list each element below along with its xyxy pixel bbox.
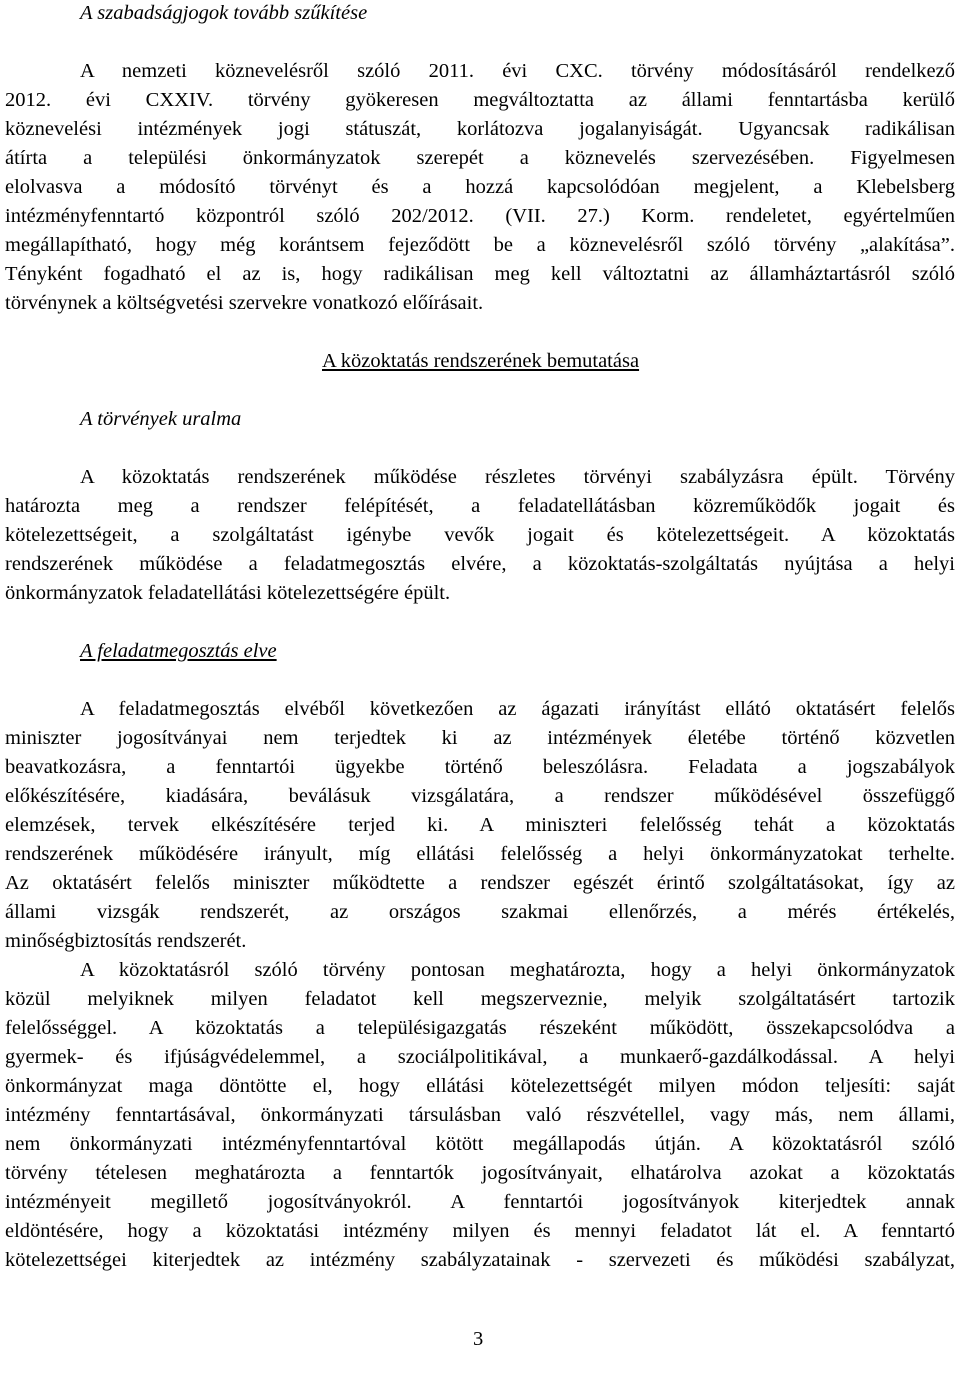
text-line: miniszter jogosítványai nem terjedtek ki az intézmények életébe történő közvetlen: [5, 727, 955, 749]
text-line: elemzések, tervek elkészítésére terjed ki. A miniszteri felelősség tehát a közoktatás: [5, 814, 955, 836]
text-line: közül melyiknek milyen feladatot kell megszerveznie, melyik szolgáltatásért tartozik: [5, 988, 955, 1010]
section-heading: A szabadságjogok tovább szűkítése: [80, 2, 368, 24]
text-line: eldöntésére, hogy a közoktatási intézmény milyen és mennyi feladatot lát el. A fenntartó: [5, 1220, 955, 1242]
text-line: önkormányzatok feladatellátási kötelezettségére épült.: [5, 582, 451, 604]
text-line: megállapítható, hogy még korántsem fejeződött be a köznevelésről szóló törvény „alakítása”.: [5, 234, 955, 256]
text-line: gyermek- és ifjúságvédelemmel, a szociálpolitikával, a munkaerő-gazdálkodással. A helyi: [5, 1046, 955, 1068]
text-line: önkormányzat maga döntötte el, hogy ellátási kötelezettségét milyen módon teljesíti: saját: [5, 1075, 955, 1097]
text-line: A közoktatás rendszerének működése részletes törvényi szabályzásra épült. Törvény: [80, 466, 955, 488]
text-line: A nemzeti köznevelésről szóló 2011. évi CXC. törvény módosításáról rendelkező: [80, 60, 955, 82]
text-line: A közoktatásról szóló törvény pontosan meghatározta, hogy a helyi önkormányzatok: [80, 959, 955, 981]
text-line: határozta meg a rendszer felépítését, a feladatellátásban közreműködők jogait és: [5, 495, 955, 517]
text-line: intézményeit megillető jogosítványokról. A fenntartói jogosítványok kiterjedtek annak: [5, 1191, 955, 1213]
text-line: 2012. évi CXXIV. törvény gyökeresen megváltoztatta az állami fenntartásba kerülő: [5, 89, 955, 111]
text-line: kötelezettségeit, a szolgáltatást igénybe vevők jogait és kötelezettségeit. A közoktatás: [5, 524, 955, 546]
section-heading: A feladatmegosztás elve: [80, 640, 277, 662]
text-line: beavatkozásra, a fenntartói ügyekbe történő beleszólásra. Feladata a jogszabályok: [5, 756, 955, 778]
text-line: nem önkormányzati intézményfenntartóval kötött megállapodás útján. A közoktatásról szóló: [5, 1133, 955, 1155]
text-line: törvénynek a költségvetési szervekre vonatkozó előírásait.: [5, 292, 484, 314]
text-line: köznevelési intézmények jogi státuszát, korlátozva jogalanyiságát. Ugyancsak radikálisan: [5, 118, 955, 140]
text-line: törvény tételesen meghatározta a fenntartók jogosítványait, elhatárolva azokat a közoktatás: [5, 1162, 955, 1184]
text-line: elolvasva a módosító törvényt és a hozzá kapcsolódóan megjelent, a Klebelsberg: [5, 176, 955, 198]
page-number: 3: [473, 1328, 484, 1350]
text-line: A feladatmegosztás elvéből következően az ágazati irányítást ellátó oktatásért felelős: [80, 698, 955, 720]
text-line: Az oktatásért felelős miniszter működtette a rendszer egészét érintő szolgáltatásokat, így az: [5, 872, 955, 894]
text-line: rendszerének működése a feladatmegosztás elvére, a közoktatás-szolgáltatás nyújtása a helyi: [5, 553, 955, 575]
text-line: kötelezettségei kiterjedtek az intézmény szabályzatainak - szervezeti és működési szabályzat,: [5, 1249, 955, 1271]
text-line: intézményfenntartó központról szóló 202/2012. (VII. 27.) Korm. rendeletet, egyértelműen: [5, 205, 955, 227]
text-line: intézmény fenntartásával, önkormányzati társulásban való részvétellel, vagy más, nem állami,: [5, 1104, 955, 1126]
text-line: minőségbiztosítás rendszerét.: [5, 930, 247, 952]
text-line: átírta a települési önkormányzatok szerepét a köznevelés szervezésében. Figyelmesen: [5, 147, 955, 169]
text-line: előkészítésére, kiadására, beválásuk vizsgálatára, a rendszer működésével összefüggő: [5, 785, 955, 807]
section-heading: A törvények uralma: [80, 408, 242, 430]
text-line: rendszerének működésére irányult, míg ellátási felelősség a helyi önkormányzatokat terhelte.: [5, 843, 955, 865]
text-line: állami vizsgák rendszerét, az országos szakmai ellenőrzés, a mérés értékelés,: [5, 901, 955, 923]
text-line: Tényként fogadható el az is, hogy radikálisan meg kell változtatni az államháztartásról szóló: [5, 263, 955, 285]
chapter-title: A közoktatás rendszerének bemutatása: [322, 350, 640, 372]
text-line: felelősséggel. A közoktatás a településigazgatás részeként működött, összekapcsolódva a: [5, 1017, 955, 1039]
